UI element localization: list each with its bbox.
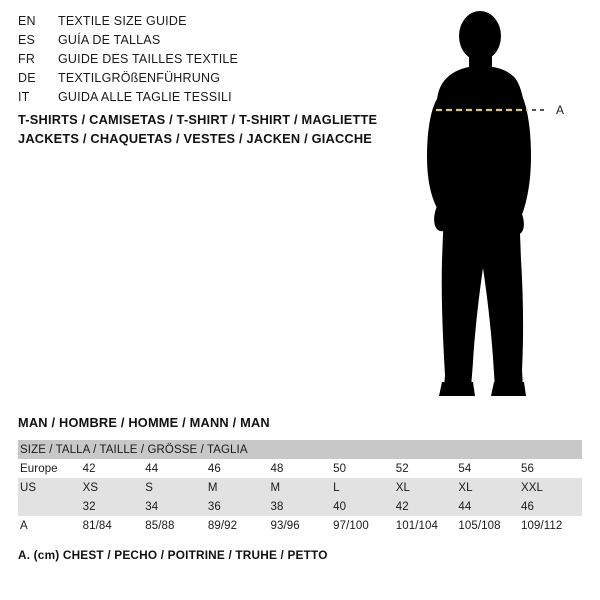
language-code: FR [18, 52, 36, 66]
language-code: ES [18, 33, 36, 47]
cell: M [206, 478, 269, 497]
cell: 36 [206, 497, 269, 516]
garment-category: JACKETS / CHAQUETAS / VESTES / JACKEN / GIACCHE [18, 131, 373, 146]
table-header-label: SIZE / TALLA / TAILLE / GRÖSSE / TAGLIA [18, 440, 582, 459]
cell: XS [81, 478, 144, 497]
measurement-footnote: A. (cm) CHEST / PECHO / POITRINE / TRUHE / PETTO [18, 548, 328, 562]
language-text: TEXTILGRÖßENFÜHRUNG [58, 71, 221, 85]
cell: M [269, 478, 332, 497]
language-row [18, 52, 398, 71]
cell: 40 [331, 497, 394, 516]
table-header-row [18, 440, 582, 459]
table-row [18, 459, 582, 478]
cell: 81/84 [81, 516, 144, 535]
cell: 44 [456, 497, 519, 516]
row-label: Europe [18, 459, 81, 478]
table-row [18, 516, 582, 535]
garment-category: T-SHIRTS / CAMISETAS / T-SHIRT / T-SHIRT / MAGLIETTE [18, 112, 378, 127]
cell: 50 [331, 459, 394, 478]
cell: XL [394, 478, 457, 497]
gender-heading: MAN / HOMBRE / HOMME / MANN / MAN [18, 415, 270, 430]
language-code: EN [18, 14, 36, 28]
cell: 97/100 [331, 516, 394, 535]
garment-category-list [18, 110, 418, 148]
language-text: GUÍA DE TALLAS [58, 33, 161, 47]
language-row [18, 71, 398, 90]
language-text: GUIDE DES TAILLES TEXTILE [58, 52, 239, 66]
cell: XXL [519, 478, 582, 497]
cell: 93/96 [269, 516, 332, 535]
language-row [18, 14, 398, 33]
cell: 42 [81, 459, 144, 478]
size-table [18, 440, 582, 535]
cell: 105/108 [456, 516, 519, 535]
cell: 32 [81, 497, 144, 516]
cell: XL [456, 478, 519, 497]
row-label [18, 497, 81, 516]
cell: 38 [269, 497, 332, 516]
language-row [18, 33, 398, 52]
language-text: TEXTILE SIZE GUIDE [58, 14, 187, 28]
cell: 34 [143, 497, 206, 516]
cell: 44 [143, 459, 206, 478]
cell: 48 [269, 459, 332, 478]
language-code: IT [18, 90, 30, 104]
table-row [18, 478, 582, 497]
row-label: A [18, 516, 81, 535]
cell: 56 [519, 459, 582, 478]
table-row [18, 497, 582, 516]
cell: 89/92 [206, 516, 269, 535]
cell: 85/88 [143, 516, 206, 535]
language-code: DE [18, 71, 36, 85]
cell: S [143, 478, 206, 497]
cell: 109/112 [519, 516, 582, 535]
cell: 42 [394, 497, 457, 516]
cell: 101/104 [394, 516, 457, 535]
cell: 46 [206, 459, 269, 478]
language-list [18, 14, 398, 109]
cell: 54 [456, 459, 519, 478]
size-table-container [18, 440, 582, 535]
male-silhouette-figure [395, 10, 595, 400]
language-row [18, 90, 398, 109]
silhouette-svg [395, 10, 595, 400]
cell: 52 [394, 459, 457, 478]
language-text: GUIDA ALLE TAGLIE TESSILI [58, 90, 232, 104]
row-label: US [18, 478, 81, 497]
chest-callout-label: A [556, 103, 565, 117]
cell: 46 [519, 497, 582, 516]
cell: L [331, 478, 394, 497]
